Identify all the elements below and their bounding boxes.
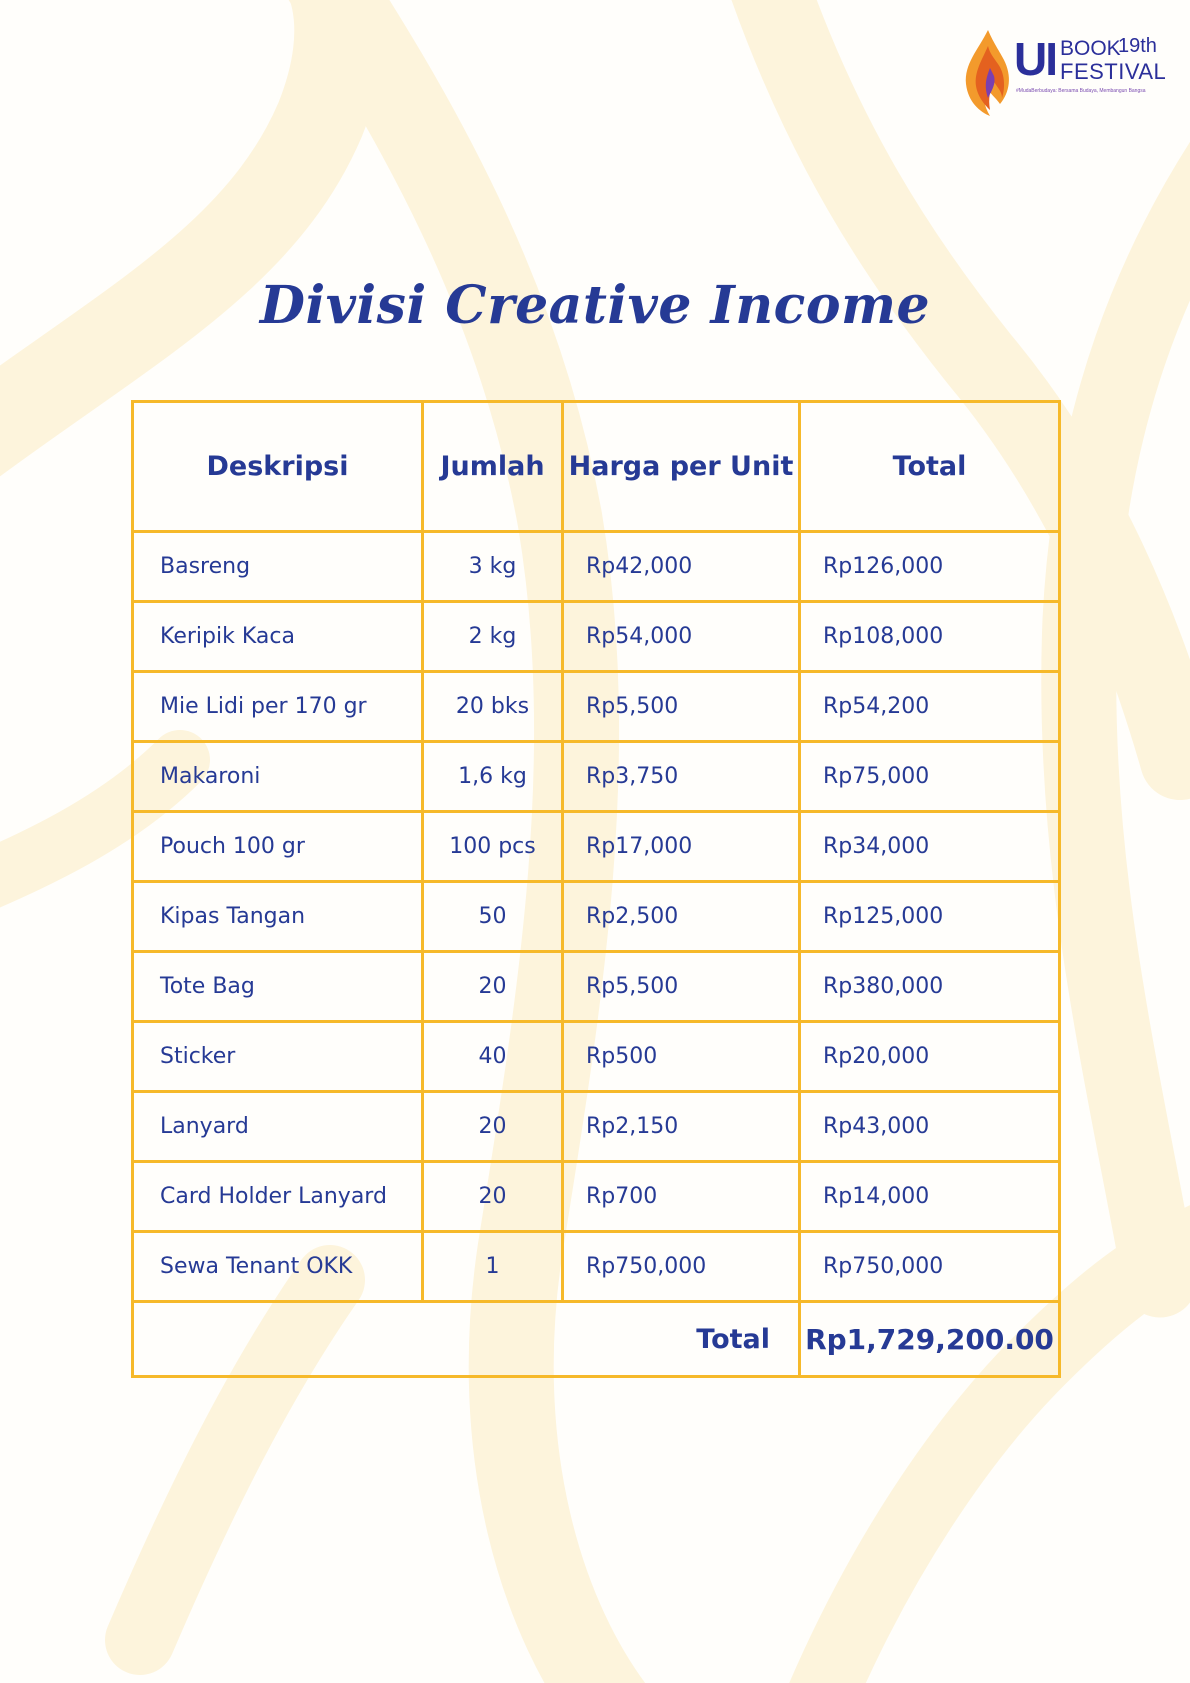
cell-desc: Lanyard bbox=[133, 1092, 423, 1162]
table-row bbox=[133, 742, 1060, 812]
cell-price: Rp500 bbox=[563, 1022, 800, 1092]
cell-qty: 2 kg bbox=[423, 602, 563, 672]
cell-qty: 20 bks bbox=[423, 672, 563, 742]
cell-price: Rp700 bbox=[563, 1162, 800, 1232]
ui-book-festival-logo bbox=[960, 28, 1167, 120]
cell-price: Rp5,500 bbox=[563, 952, 800, 1022]
cell-price: Rp5,500 bbox=[563, 672, 800, 742]
flame-logo-icon bbox=[960, 28, 1016, 120]
cell-qty: 100 pcs bbox=[423, 812, 563, 882]
cell-total: Rp20,000 bbox=[800, 1022, 1060, 1092]
cell-total: Rp750,000 bbox=[800, 1232, 1060, 1302]
cell-qty: 1,6 kg bbox=[423, 742, 563, 812]
cell-qty: 3 kg bbox=[423, 532, 563, 602]
cell-price: Rp42,000 bbox=[563, 532, 800, 602]
cell-total: Rp108,000 bbox=[800, 602, 1060, 672]
cell-desc: Card Holder Lanyard bbox=[133, 1162, 423, 1232]
cell-desc: Tote Bag bbox=[133, 952, 423, 1022]
table-row bbox=[133, 532, 1060, 602]
cell-price: Rp2,500 bbox=[563, 882, 800, 952]
grand-total-value: Rp1,729,200.00 bbox=[800, 1302, 1060, 1377]
cell-desc: Pouch 100 gr bbox=[133, 812, 423, 882]
cell-desc: Kipas Tangan bbox=[133, 882, 423, 952]
header-total: Total bbox=[800, 402, 1060, 532]
cell-price: Rp750,000 bbox=[563, 1232, 800, 1302]
table-row bbox=[133, 1022, 1060, 1092]
cell-desc: Sticker bbox=[133, 1022, 423, 1092]
cell-qty: 1 bbox=[423, 1232, 563, 1302]
logo-festival-text: FESTIVAL bbox=[1060, 59, 1167, 84]
cell-price: Rp17,000 bbox=[563, 812, 800, 882]
logo-tagline: #MudaBerbudaya: Bersama Budaya, Membangun Bangsa bbox=[1016, 88, 1146, 94]
cell-desc: Keripik Kaca bbox=[133, 602, 423, 672]
cell-desc: Sewa Tenant OKK bbox=[133, 1232, 423, 1302]
header-jumlah: Jumlah bbox=[423, 402, 563, 532]
table-row bbox=[133, 602, 1060, 672]
cell-qty: 50 bbox=[423, 882, 563, 952]
cell-total: Rp75,000 bbox=[800, 742, 1060, 812]
grand-total-row bbox=[133, 1302, 1060, 1377]
table-row bbox=[133, 1162, 1060, 1232]
income-table bbox=[131, 400, 1061, 1378]
table-header-row bbox=[133, 402, 1060, 532]
cell-total: Rp34,000 bbox=[800, 812, 1060, 882]
table-row bbox=[133, 1092, 1060, 1162]
grand-total-label: Total bbox=[133, 1302, 800, 1377]
cell-desc: Mie Lidi per 170 gr bbox=[133, 672, 423, 742]
header-harga-per-unit: Harga per Unit bbox=[563, 402, 800, 532]
cell-total: Rp54,200 bbox=[800, 672, 1060, 742]
cell-total: Rp43,000 bbox=[800, 1092, 1060, 1162]
cell-price: Rp54,000 bbox=[563, 602, 800, 672]
cell-total: Rp380,000 bbox=[800, 952, 1060, 1022]
cell-price: Rp3,750 bbox=[563, 742, 800, 812]
table-row bbox=[133, 952, 1060, 1022]
cell-qty: 20 bbox=[423, 1092, 563, 1162]
logo-edition-text: 19th bbox=[1118, 35, 1157, 57]
cell-qty: 20 bbox=[423, 1162, 563, 1232]
cell-qty: 40 bbox=[423, 1022, 563, 1092]
page-title: Divisi Creative Income bbox=[259, 275, 931, 336]
table-row bbox=[133, 1232, 1060, 1302]
cell-desc: Basreng bbox=[133, 532, 423, 602]
table-row bbox=[133, 672, 1060, 742]
logo-ui-text: UI bbox=[1014, 33, 1056, 85]
cell-total: Rp14,000 bbox=[800, 1162, 1060, 1232]
cell-qty: 20 bbox=[423, 952, 563, 1022]
cell-desc: Makaroni bbox=[133, 742, 423, 812]
cell-total: Rp125,000 bbox=[800, 882, 1060, 952]
cell-total: Rp126,000 bbox=[800, 532, 1060, 602]
table-row bbox=[133, 882, 1060, 952]
header-deskripsi: Deskripsi bbox=[133, 402, 423, 532]
table-row bbox=[133, 812, 1060, 882]
logo-book-text: BOOK bbox=[1060, 37, 1121, 60]
cell-price: Rp2,150 bbox=[563, 1092, 800, 1162]
